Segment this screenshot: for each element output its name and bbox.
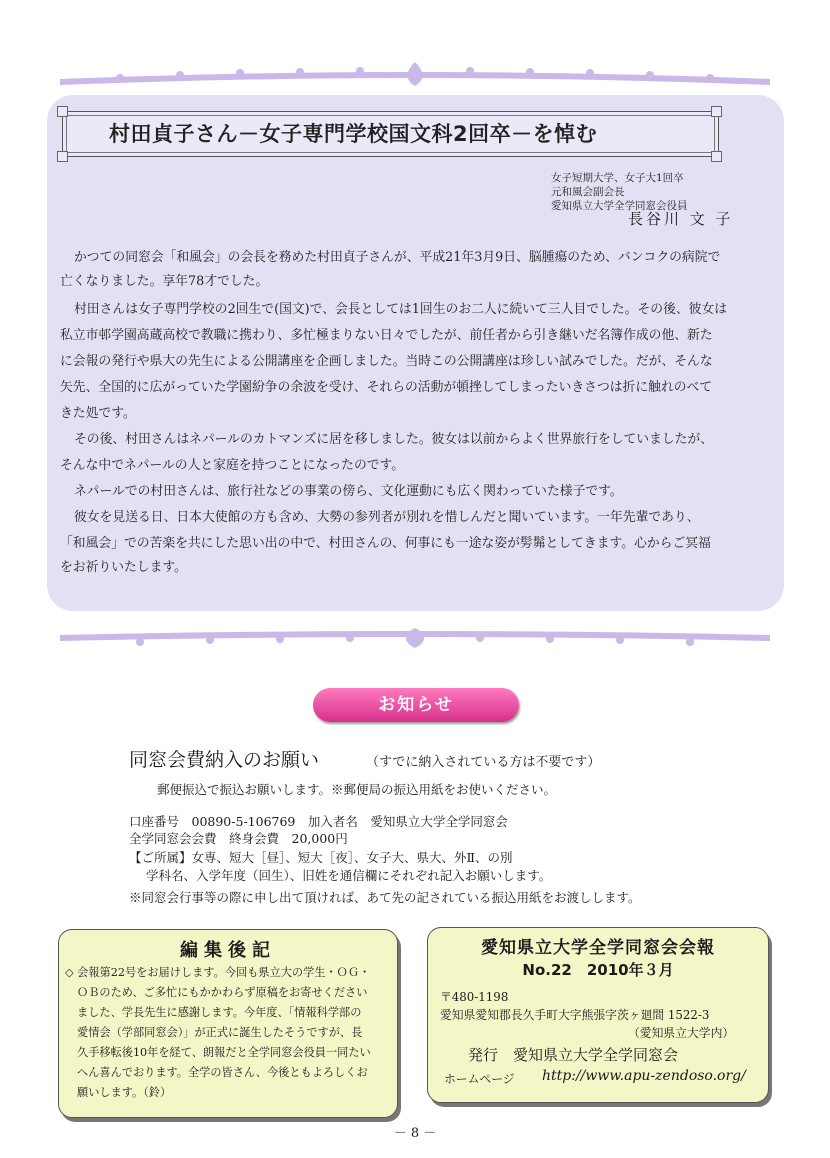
body-line: きた処です。 [60, 406, 136, 421]
dues-heading: 同窓会費納入のお願い [129, 749, 320, 771]
body-line: に会報の発行や県大の先生による公開講座を企画しました。当時この公開講座は珍しい試みでした。だが、そんな [60, 354, 713, 369]
address-note: （愛知県立大学内） [628, 1026, 735, 1040]
author-affiliation: 元和風会副会長 [551, 186, 625, 198]
body-line: 「和風会」での苦楽を共にした思い出の中で、村田さんの、何事にも一途な姿が髣髴としてきます。心からご冥福 [60, 536, 711, 551]
editor-note-line: ＯＢのため、ご多忙にもかかわらず原稿をお寄せください [77, 986, 368, 999]
frame-corner [711, 106, 722, 117]
notice-line: 郵便振込で振込お願いします。※郵便局の振込用紙をお使いください。 [157, 782, 557, 797]
publisher: 発行 愛知県立大学全学同窓会 [468, 1046, 679, 1064]
editor-note-line: 久手移転後10年を経て、朗報だと全学同窓会役員一同たい [77, 1046, 371, 1059]
body-line: 私立市邨学園高蔵高校で教職に携わり、多忙極まりない日々でしたが、前任者から引き継いだ名簿作成の他、新た [60, 328, 713, 343]
notice-badge: お知らせ [313, 688, 519, 722]
editor-note-line: 願いします。（鈴） [77, 1086, 172, 1099]
notice-line: ※同窓会行事等の際に申し出て頂ければ、あて先の記されている振込用紙をお渡しします。 [129, 890, 641, 905]
frame-corner [57, 106, 68, 117]
affiliation-line: 【ご所属】女専、短大［昼］、短大［夜］、女子大、県大、外Ⅱ、の別 [129, 850, 513, 865]
editor-note-heading: 編集後記 [180, 940, 276, 961]
body-line: ネパールでの村田さんは、旅行社などの事業の傍ら、文化運動にも広く関わっていた様子です。 [74, 484, 623, 499]
page-number: － 8 － [393, 1126, 437, 1141]
editor-note-line: ◇ 会報第22号をお届けします。今回も県立大の学生・ＯＧ・ [65, 966, 371, 979]
address: 愛知県愛知郡長久手町大字熊張字茨ヶ廻間 1522-3 [440, 1008, 710, 1022]
editor-note-line: へん喜んでおります。全学の皆さん、今後ともよろしくお [77, 1066, 368, 1079]
body-line: 彼女を見送る日、日本大使館の方も含め、大勢の参列者が別れを惜しんだと聞いています。一年先輩であり、 [74, 510, 700, 525]
top-ornament [60, 62, 770, 92]
body-line: をお祈りいたします。 [60, 560, 187, 575]
account-number-line: 口座番号 00890-5-106769 加入者名 愛知県立大学全学同窓会 [129, 814, 508, 829]
frame-corner [711, 151, 722, 162]
author-affiliation: 愛知県立大学全学同窓会役員 [551, 200, 688, 212]
frame-corner [57, 151, 68, 162]
memorial-title-frame [62, 111, 719, 157]
editor-note-line: ました、学長先生に感謝します。今年度、「情報科学部の [77, 1006, 362, 1019]
body-line: 亡くなりました。享年78才でした。 [60, 274, 269, 289]
body-line: 村田さんは女子専門学校の2回生で(国文)で、会長としては1回生のお二人に続いて三人目でした。その後、彼女は [74, 302, 728, 317]
dues-heading-note: （すでに納入されている方は不要です） [366, 755, 601, 770]
body-line: かつての同窓会「和風会」の会長を務めた村田貞子さんが、平成21年3月9日、脳腫瘍のため、バンコクの病院で [74, 250, 721, 265]
body-line: その後、村田さんはネパールのカトマンズに居を移しました。彼女は以前からよく世界旅行をしていましたが、 [74, 432, 714, 447]
notice-line: 学科名、入学年度（回生）、旧姓を通信欄にそれぞれ記入お願いします。 [146, 868, 552, 883]
bulletin-issue: No.22 2010年３月 [522, 961, 674, 979]
memorial-title: 村田貞子さん－女子専門学校国文科2回卒－を悼む [109, 122, 598, 146]
author-name: 長谷川 文 子 [628, 210, 734, 228]
divider-ornament [60, 624, 770, 654]
postal-code: 〒480-1198 [440, 990, 509, 1004]
homepage-label: ホームページ [444, 1072, 515, 1086]
bulletin-title: 愛知県立大学全学同窓会会報 [481, 938, 715, 958]
bulletin-info-box [427, 927, 769, 1103]
homepage-link[interactable]: http://www.apu-zendoso.org/ [542, 1068, 746, 1084]
body-line: そんな中でネパールの人と家庭を持つことになったのです。 [60, 458, 405, 473]
fee-line: 全学同窓会会費 終身会費 20,000円 [129, 831, 348, 846]
editor-note-box [58, 929, 398, 1118]
editor-note-line: 愛情会（学部同窓会）」が正式に誕生したそうですが、長 [77, 1026, 363, 1039]
author-affiliation: 女子短期大学、女子大1回卒 [551, 172, 684, 184]
body-line: 矢先、全国的に広がっていた学園紛争の余波を受け、それらの活動が頓挫してしまったいきさつは折に触れのべて [60, 380, 713, 395]
